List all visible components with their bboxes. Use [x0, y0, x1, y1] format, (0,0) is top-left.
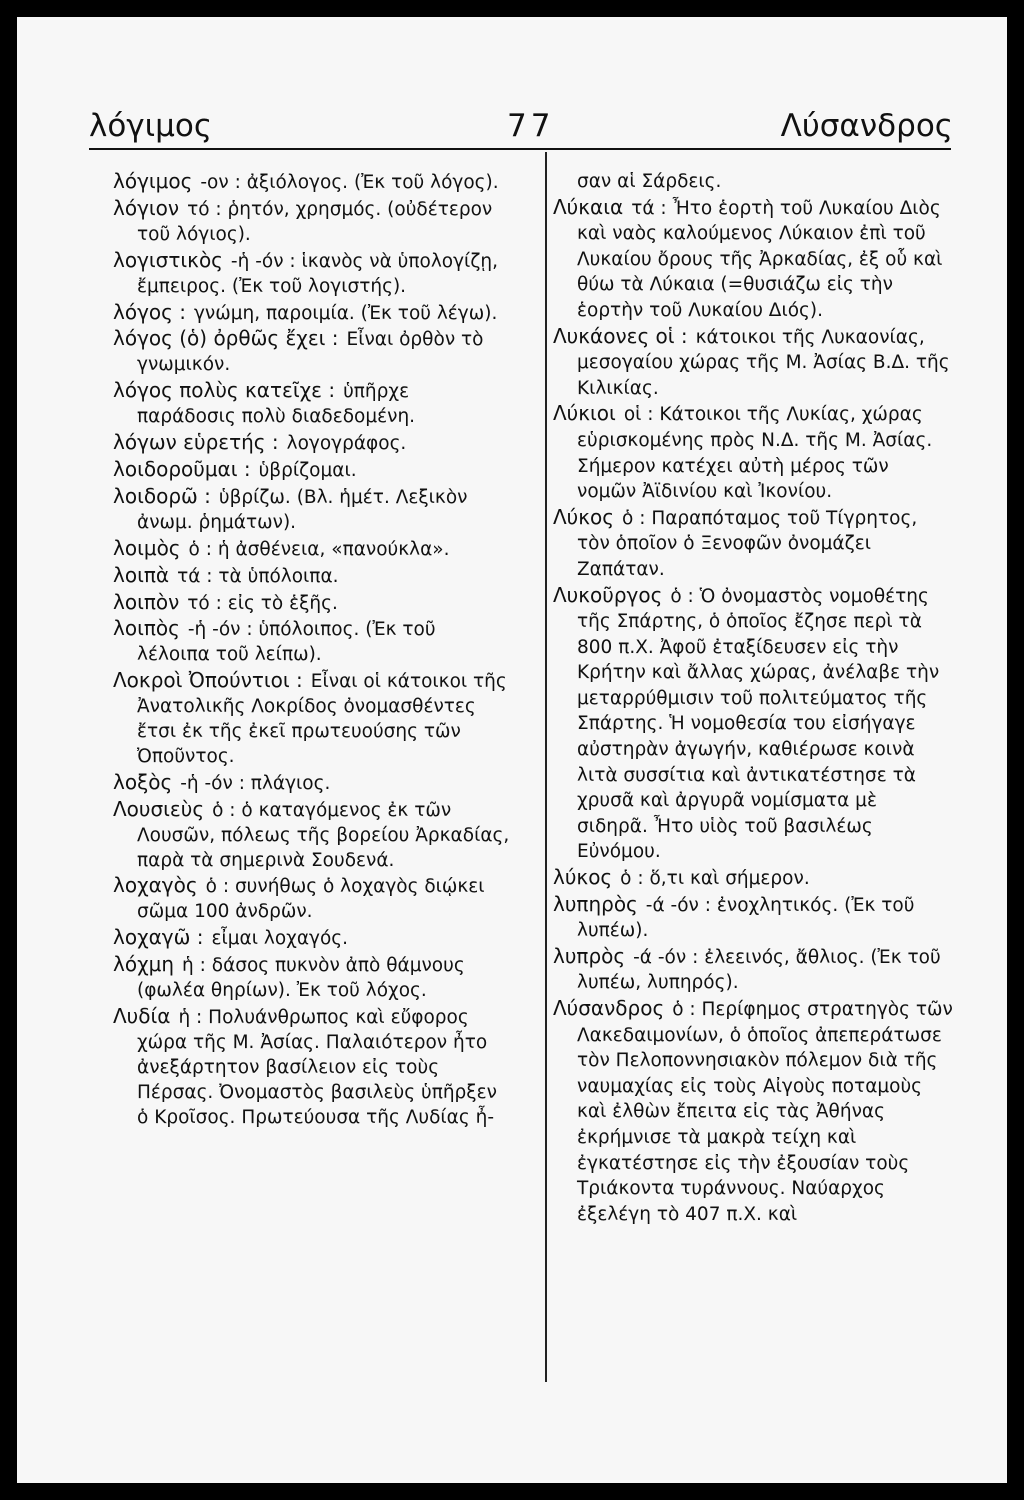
- entry-definition: ὑβρίζομαι.: [258, 459, 357, 481]
- entry-headword: λοιπὸς: [113, 616, 180, 641]
- entry-headword: λόγος πολὺς κατεῖχε :: [113, 378, 336, 403]
- entry-headword: λοιπὰ: [113, 562, 170, 587]
- entry-headword: λόγος :: [113, 299, 186, 324]
- dictionary-entry: [553, 865, 953, 892]
- entry-headword: Λυκάονες οἱ :: [553, 323, 688, 348]
- dictionary-entry: [113, 668, 513, 770]
- entry-definition: ὁ : Ὁ ὀνομαστὸς νομοθέτης τῆς Σπάρτης, ὁ ὁποῖος ἔζησε περὶ τὰ 800 π.Χ. Ἀφοῦ ἐταξίδευσεν εἰς τὴν Κρήτην καὶ ἄλλας χώρας, ἀνέλαβε τὴν μεταρρύθμισιν τοῦ πολιτεύματος τῆς Σπάρτης. Ἡ νομοθεσία του εἰσήγαγε αὐστηρὰν ἀγωγήν, καθιέρωσε κοινὰ λιτὰ συσσίτια καὶ ἀντικατέστησε τὰ χρυσᾶ καὶ ἀργυρᾶ νομίσματα μὲ σιδηρᾶ. Ἦτο υἱὸς τοῦ βασιλέως Εὐνόμου.: [577, 585, 940, 863]
- dictionary-entry: [113, 378, 513, 430]
- entry-headword: λοιδορῶ :: [113, 483, 211, 508]
- entry-definition: οἱ : Κάτοικοι τῆς Λυκίας, χώρας εὑρισκομένης πρὸς Ν.Δ. τῆς Μ. Ἀσίας. Σήμερον κατέχει αὐτὴ μέρος τῶν νομῶν Ἀϊδινίου καὶ Ἰκονίου.: [577, 404, 933, 503]
- entry-definition: κάτοικοι τῆς Λυκαονίας, μεσογαίου χώρας τῆς Μ. Ἀσίας Β.Δ. τῆς Κιλικίας.: [577, 326, 950, 399]
- entry-definition: σαν αἱ Σάρδεις.: [577, 171, 722, 192]
- dictionary-entry: [113, 770, 513, 797]
- entry-definition: -ον : ἀξιόλογος. (Ἐκ τοῦ λόγος).: [200, 172, 499, 193]
- entry-headword: Λύσανδρος: [553, 996, 665, 1020]
- entry-headword: λογιστικὸς: [113, 247, 223, 272]
- entry-headword: Λυκοῦργος: [553, 582, 663, 607]
- dictionary-entry: [113, 326, 513, 378]
- entry-headword: λοιμὸς: [113, 535, 181, 560]
- page-number: 77: [507, 108, 555, 144]
- entry-headword: λοχαγῶ :: [113, 925, 204, 950]
- entry-definition: -ά -όν : ἐλεεινός, ἄθλιος. (Ἐκ τοῦ λυπέω, λυπηρός).: [577, 946, 941, 994]
- entry-definition: τά : Ἦτο ἑορτὴ τοῦ Λυκαίου Διὸς καὶ ναὸς καλούμενος Λύκαιον ἐπὶ τοῦ Λυκαίου ὄρους τῆς Ἀρκαδίας, ἐξ οὗ καὶ θύω τὰ Λύκαια (=θυσιάζω εἰς τὴν ἑορτὴν τοῦ Λυκαίου Διός).: [577, 197, 943, 321]
- dictionary-page: [17, 17, 1007, 1483]
- entry-definition: Εἶναι οἱ κάτοικοι τῆς Ἀνατολικῆς Λοκρίδος ὀνομασθέντες ἔτσι ἐκ τῆς ἐκεῖ πρωτευούσης τῶν Ὀποῦντος.: [137, 671, 507, 767]
- dictionary-entry: [113, 248, 513, 300]
- entry-definition: τό : ῥητόν, χρησμός. (οὐδέτερον τοῦ λόγιος).: [137, 198, 493, 245]
- dictionary-entry: [113, 196, 513, 248]
- left-column: [113, 169, 513, 1131]
- entry-headword: λοιπὸν: [113, 589, 180, 614]
- dictionary-entry: [113, 952, 513, 1004]
- dictionary-entry: [553, 505, 953, 583]
- entry-headword: Λύκος: [553, 504, 615, 529]
- entry-headword: λόχμη: [113, 952, 175, 977]
- entry-definition: τά : τὰ ὑπόλοιπα.: [177, 565, 339, 587]
- entry-definition: λογογράφος.: [286, 433, 407, 455]
- entry-headword: λοχαγὸς: [113, 873, 198, 898]
- entry-definition: ὁ : ὅ,τι καὶ σήμερον.: [620, 868, 810, 890]
- entry-headword: Λουσιεὺς: [113, 796, 205, 821]
- entry-headword: λοξὸς: [113, 769, 173, 794]
- dictionary-entry: [113, 457, 513, 484]
- dictionary-entry: [113, 484, 513, 536]
- entry-headword: λόγων εὑρετής :: [113, 430, 279, 455]
- entry-definition: -ἡ -όν : ὑπόλοιπος. (Ἐκ τοῦ λέλοιπα τοῦ λείπω).: [137, 619, 436, 666]
- dictionary-entry: [113, 590, 513, 617]
- entry-definition: -ἡ -όν : ἱκανὸς νὰ ὑπολογίζῃ, ἔμπειρος. (Ἐκ τοῦ λογιστής).: [137, 250, 498, 297]
- dictionary-entry: [553, 401, 953, 504]
- column-divider: [545, 152, 547, 1382]
- entry-definition: ὁ : ὁ καταγόμενος ἐκ τῶν Λουσῶν, πόλεως τῆς βορείου Ἀρκαδίας, παρὰ τὰ σημερινὰ Σουδενά.: [137, 799, 510, 871]
- entry-headword: Λύκιοι: [553, 401, 616, 426]
- header-rule: [89, 148, 951, 150]
- dictionary-entry: [113, 563, 513, 590]
- entry-definition: ὑπῆρχε παράδοσις πολὺ διαδεδομένη.: [137, 381, 416, 428]
- dictionary-entry: [113, 1004, 513, 1131]
- entry-definition: ὁ : συνήθως ὁ λοχαγὸς διῴκει σῶμα 100 ἀνδρῶν.: [137, 876, 485, 923]
- entry-headword: λόγος (ὁ) ὀρθῶς ἔχει :: [113, 326, 339, 351]
- entry-headword: λυπηρὸς: [553, 891, 638, 916]
- dictionary-entry: [113, 169, 513, 196]
- running-head-right: Λύσανδρος: [780, 108, 953, 144]
- dictionary-entry: [113, 925, 513, 952]
- dictionary-entry: [553, 892, 953, 944]
- dictionary-entry: [553, 944, 953, 996]
- entry-headword: Λοκροὶ Ὀπούντιοι :: [113, 668, 303, 693]
- entry-definition: ὁ : ἡ ἀσθένεια, «πανούκλα».: [188, 538, 450, 560]
- dictionary-entry: [113, 797, 513, 874]
- entry-definition: γνώμη, παροιμία. (Ἐκ τοῦ λέγω).: [193, 302, 498, 324]
- entry-definition: εἶμαι λοχαγός.: [211, 928, 349, 950]
- continued-entry: [553, 169, 953, 195]
- entry-definition: -ἡ -όν : πλάγιος.: [180, 772, 331, 794]
- entry-definition: -ά -όν : ἐνοχλητικός. (Ἐκ τοῦ λυπέω).: [577, 894, 915, 942]
- entry-definition: τό : εἰς τὸ ἑξῆς.: [187, 592, 338, 614]
- entry-headword: λόγιον: [113, 195, 180, 220]
- entry-headword: Λυδία: [113, 1004, 171, 1028]
- entry-definition: ὑβρίζω. (Βλ. ἡμέτ. Λεξικὸν ἀνωμ. ῥημάτων).: [137, 486, 468, 533]
- entry-definition: ὁ : Περίφημος στρατηγὸς τῶν Λακεδαιμονίων, ὁ ὁποῖος ἀπεπεράτωσε τὸν Πελοποννησιακὸν πόλεμον διὰ τῆς ναυμαχίας εἰς τοὺς Αἰγοὺς ποταμοὺς καὶ ἐλθὼν ἔπειτα εἰς τὰς Ἀθήνας ἐκρήμνισε τὰ μακρὰ τείχη καὶ ἐγκατέστησε εἰς τὴν ἐξουσίαν τοὺς Τριάκοντα τυράννους. Ναύαρχος ἐξελέγη τὸ 407 π.Χ. καὶ: [577, 999, 953, 1225]
- dictionary-entry: [553, 324, 953, 402]
- entry-definition: ὁ : Παραπόταμος τοῦ Τίγρητος, τὸν ὁποῖον ὁ Ξενοφῶν ὀνομάζει Ζαπάταν.: [577, 507, 918, 580]
- dictionary-entry: [113, 430, 513, 457]
- entry-definition: Εἶναι ὀρθὸν τὸ γνωμικόν.: [137, 329, 484, 376]
- right-column: [553, 169, 953, 1227]
- dictionary-entry: [113, 536, 513, 563]
- entry-headword: λυπρὸς: [553, 943, 626, 968]
- running-head-left: λόγιμος: [89, 108, 213, 144]
- entry-definition: ἡ : Πολυάνθρωπος καὶ εὔφορος χώρα τῆς Μ. Ἀσίας. Παλαιότερον ἦτο ἀνεξάρτητον βασίλειον εἰς τοὺς Πέρσας. Ὀνομαστὸς βασιλεὺς ὑπῆρξεν ὁ Κροῖσος. Πρωτεύουσα τῆς Λυδίας ἦ-: [137, 1007, 497, 1128]
- dictionary-entry: [553, 583, 953, 866]
- dictionary-entry: [553, 996, 953, 1227]
- dictionary-entry: [113, 616, 513, 668]
- dictionary-entry: [113, 873, 513, 925]
- entry-headword: λόγιμος: [113, 169, 193, 193]
- entry-headword: λύκος: [553, 865, 613, 890]
- entry-headword: Λύκαια: [553, 194, 624, 219]
- dictionary-entry: [113, 300, 513, 327]
- entry-headword: λοιδοροῦμαι :: [113, 456, 251, 481]
- entry-definition: ἡ : δάσος πυκνὸν ἀπὸ θάμνους (φωλέα θηρίων). Ἐκ τοῦ λόχος.: [137, 955, 465, 1002]
- dictionary-entry: [553, 195, 953, 324]
